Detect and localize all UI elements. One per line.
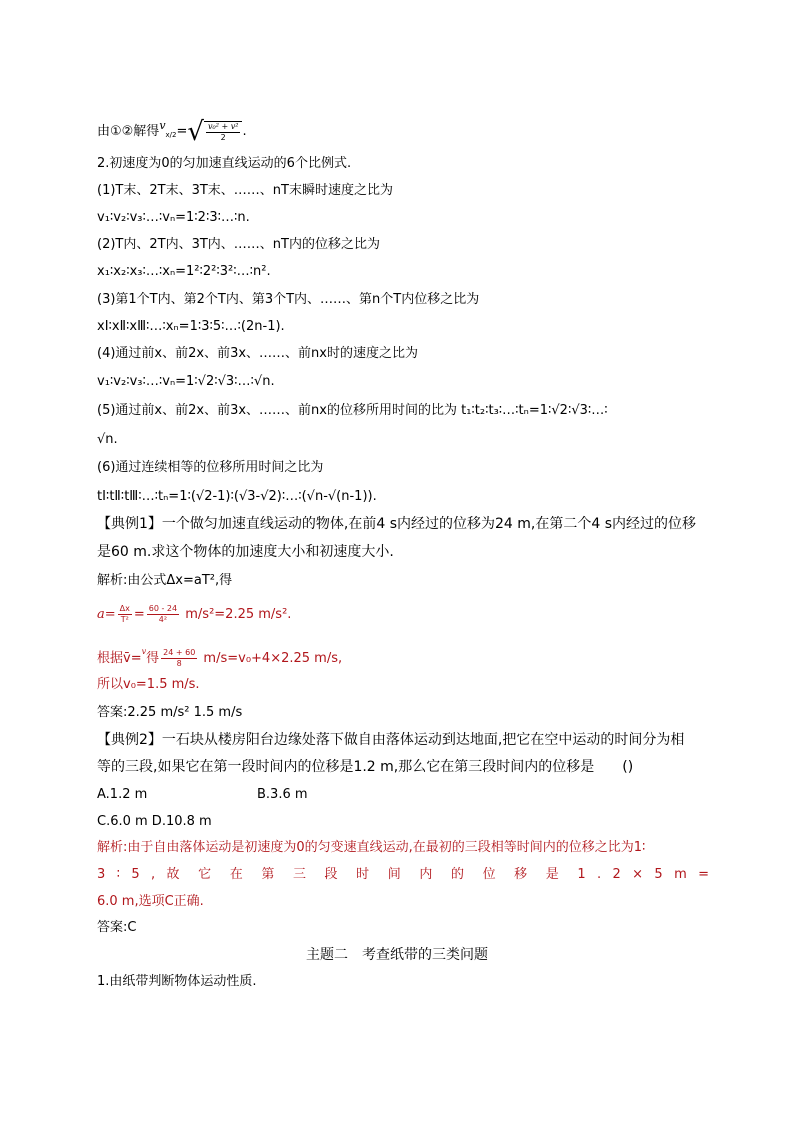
example-1-velocity-calc: 根据v̄=$^v$得 $\frac{24 + 60}{8}$ m/s=v₀+4×2.25 m/s, — [97, 647, 343, 668]
example-2-question-line-2: 等的三段,如果它在第一段时间内的位移是1.2 m,那么它在第三段时间内的位移是 () — [97, 759, 634, 775]
example-1-acceleration-calc: a= $\frac{\Delta x}{\text{T²}}$ = $\frac{60 - 24}{\text{4²}}$ m/s²=2.25 m/s². — [97, 604, 292, 624]
example-2-solution-line-1: 解析:由于自由落体运动是初速度为0的匀变速直线运动,在最初的三段相等时间内的位移之比为1∶ — [97, 840, 646, 855]
topic-two-item-1: 1.由纸带判断物体运动性质. — [97, 974, 257, 989]
ratio-item-4-formula: v₁∶v₂∶v₃∶…∶vₙ=1∶√2∶√3∶…∶√n. — [97, 374, 275, 389]
example-1-question-line-1: 【典例1】一个做匀加速直线运动的物体,在前4 s内经过的位移为24 m,在第二个4 s内经过的位移 — [97, 516, 697, 532]
ratio-item-5-title: (5)通过前x、前2x、前3x、……、前nx的位移所用时间的比为 t₁∶t₂∶t₃∶…∶tₙ=1∶√2∶√3∶…∶ — [97, 403, 608, 418]
example-2-answer: 答案:C — [97, 920, 137, 935]
example-1-solution-intro: 解析:由公式Δx=aT²,得 — [97, 573, 233, 588]
ratio-item-6-title: (6)通过连续相等的位移所用时间之比为 — [97, 460, 324, 475]
ratio-item-2-formula: x₁∶x₂∶x₃∶…∶xₙ=1²∶2²∶3²∶…∶n². — [97, 264, 271, 279]
example-1-answer: 答案:2.25 m/s² 1.5 m/s — [97, 705, 243, 720]
ratio-item-5-continued: √n. — [97, 432, 118, 447]
example-2-option-b: B.3.6 m — [257, 787, 308, 802]
example-1-question-line-2: 是60 m.求这个物体的加速度大小和初速度大小. — [97, 544, 394, 560]
topic-two-heading: 主题二 考查纸带的三类问题 — [306, 947, 488, 963]
ratio-item-3-formula: xⅠ∶xⅡ∶xⅢ∶…∶xₙ=1∶3∶5∶…∶(2n-1). — [97, 319, 285, 334]
example-2-question-line-1: 【典例2】一石块从楼房阳台边缘处落下做自由落体运动到达地面,把它在空中运动的时间分为相 — [97, 732, 685, 748]
formula-midpoint-velocity: 由①②解得$^v$x/2=√ $\frac{\text{v₀² + v²}}{2}$ . — [97, 116, 247, 147]
ratio-item-4-title: (4)通过前x、前2x、前3x、……、前nx时的速度之比为 — [97, 346, 418, 361]
section-heading-ratios: 2.初速度为0的匀加速直线运动的6个比例式. — [97, 156, 352, 171]
ratio-item-2-title: (2)T内、2T内、3T内、……、nT内的位移之比为 — [97, 237, 380, 252]
example-2-options-cd: C.6.0 m D.10.8 m — [97, 814, 212, 829]
example-1-initial-velocity: 所以v₀=1.5 m/s. — [97, 677, 200, 692]
ratio-item-6-formula: tⅠ∶tⅡ∶tⅢ∶…∶tₙ=1∶(√2-1)∶(√3-√2)∶…∶(√n-√(n-1)). — [97, 489, 377, 504]
ratio-item-3-title: (3)第1个T内、第2个T内、第3个T内、……、第n个T内位移之比为 — [97, 292, 480, 307]
ratio-item-1-formula: v₁∶v₂∶v₃∶…∶vₙ=1∶2∶3∶…∶n. — [97, 210, 250, 225]
example-2-solution-line-3: 6.0 m,选项C正确. — [97, 894, 204, 909]
example-2-solution-line-2: 3 ∶ 5 , 故 它 在 第 三 段 时 间 内 的 位 移 是 1 . 2 × 5 m = — [97, 867, 709, 882]
ratio-item-1-title: (1)T末、2T末、3T末、……、nT末瞬时速度之比为 — [97, 183, 393, 198]
example-2-option-a: A.1.2 m — [97, 787, 148, 802]
